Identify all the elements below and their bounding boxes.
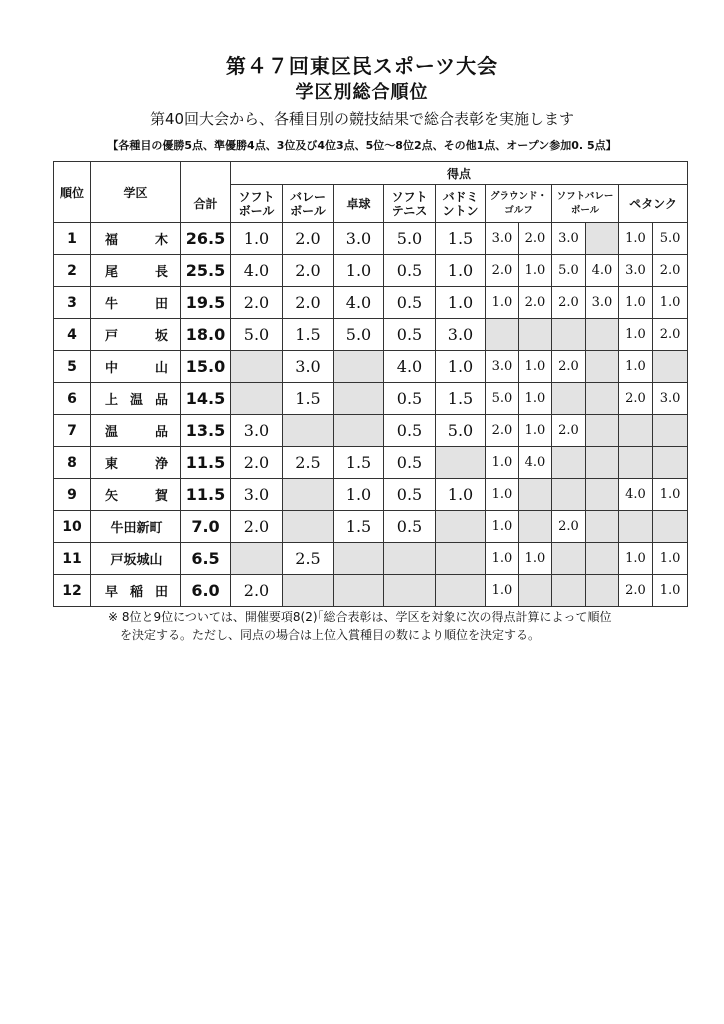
score-soft-volleyball: [586, 575, 619, 607]
score-petanque: 3.0: [619, 255, 653, 287]
score-soft-tennis: 0.5: [384, 447, 436, 479]
district-cell: [91, 575, 181, 607]
total-cell: 6.5: [181, 543, 231, 575]
score-table-tennis: [334, 351, 384, 383]
district-cell: [91, 511, 181, 543]
score-petanque: 2.0: [653, 319, 688, 351]
table-row: [54, 479, 688, 511]
score-ground-golf: 1.0: [486, 447, 519, 479]
district-char: 牛田新町: [110, 521, 163, 536]
score-soft-volleyball: [586, 223, 619, 255]
table-row: [54, 319, 688, 351]
total-cell: 14.5: [181, 383, 231, 415]
score-ground-golf: [519, 511, 552, 543]
score-volleyball: 2.5: [283, 543, 334, 575]
header-sport-softball: ソフト ボール: [231, 185, 283, 223]
table-row: [54, 223, 688, 255]
district-char: 中: [105, 361, 119, 376]
score-softball: 5.0: [231, 319, 283, 351]
table-row: [54, 255, 688, 287]
total-cell: 19.5: [181, 287, 231, 319]
score-soft-volleyball: [586, 543, 619, 575]
district-char: 尾: [105, 265, 119, 280]
header-district: 学区: [91, 162, 181, 223]
score-volleyball: [283, 575, 334, 607]
district-char: 福: [105, 233, 119, 248]
score-soft-volleyball: [586, 479, 619, 511]
district-char: 山: [154, 361, 168, 376]
score-ground-golf: 2.0: [486, 255, 519, 287]
score-petanque: 2.0: [619, 383, 653, 415]
score-volleyball: [283, 415, 334, 447]
score-petanque: [653, 447, 688, 479]
score-petanque: [619, 415, 653, 447]
score-softball: 2.0: [231, 575, 283, 607]
score-petanque: 1.0: [619, 351, 653, 383]
rank-cell: 11: [54, 543, 91, 575]
district-char: 浄: [154, 457, 168, 472]
score-ground-golf: 2.0: [519, 223, 552, 255]
header-score: 得点: [231, 162, 688, 185]
score-soft-tennis: 0.5: [384, 479, 436, 511]
score-table-tennis: [334, 383, 384, 415]
score-softball: 2.0: [231, 447, 283, 479]
page-title: 第４７回東区民スポーツ大会: [225, 54, 499, 78]
score-table-tennis: [334, 415, 384, 447]
district-char: 坂: [154, 329, 168, 344]
score-soft-volleyball: [552, 575, 586, 607]
rank-cell: 7: [54, 415, 91, 447]
score-soft-volleyball: [586, 415, 619, 447]
header-sport-table-tennis: 卓球: [334, 185, 384, 223]
district-cell: [91, 351, 181, 383]
header-total: 合計: [181, 162, 231, 223]
score-ground-golf: 1.0: [486, 511, 519, 543]
table-row: [54, 543, 688, 575]
score-table-tennis: 5.0: [334, 319, 384, 351]
score-volleyball: 2.5: [283, 447, 334, 479]
header-sport-soft-tennis: ソフト テニス: [384, 185, 436, 223]
score-softball: 4.0: [231, 255, 283, 287]
score-petanque: 1.0: [653, 287, 688, 319]
score-table-tennis: 1.5: [334, 511, 384, 543]
score-soft-volleyball: 2.0: [552, 287, 586, 319]
score-softball: 3.0: [231, 415, 283, 447]
score-petanque: [653, 511, 688, 543]
rank-cell: 12: [54, 575, 91, 607]
score-petanque: 2.0: [619, 575, 653, 607]
score-table-tennis: 3.0: [334, 223, 384, 255]
district-cell: [91, 415, 181, 447]
total-cell: 11.5: [181, 447, 231, 479]
score-ground-golf: 1.0: [519, 351, 552, 383]
score-badminton: 1.0: [436, 255, 486, 287]
score-table-tennis: [334, 575, 384, 607]
score-table-tennis: 1.0: [334, 479, 384, 511]
score-petanque: 1.0: [619, 223, 653, 255]
score-volleyball: [283, 511, 334, 543]
score-softball: 2.0: [231, 511, 283, 543]
score-soft-tennis: 4.0: [384, 351, 436, 383]
score-ground-golf: 1.0: [519, 543, 552, 575]
score-volleyball: 2.0: [283, 223, 334, 255]
score-petanque: 5.0: [653, 223, 688, 255]
score-ground-golf: 1.0: [486, 287, 519, 319]
score-volleyball: 3.0: [283, 351, 334, 383]
district-char: 長: [154, 265, 168, 280]
score-soft-tennis: 0.5: [384, 415, 436, 447]
score-soft-tennis: 0.5: [384, 255, 436, 287]
score-soft-volleyball: 3.0: [586, 287, 619, 319]
district-cell: [91, 223, 181, 255]
score-ground-golf: 3.0: [486, 223, 519, 255]
district-char: 賀: [154, 489, 168, 504]
district-cell: [91, 479, 181, 511]
score-badminton: 1.5: [436, 223, 486, 255]
score-ground-golf: 4.0: [519, 447, 552, 479]
score-badminton: 3.0: [436, 319, 486, 351]
score-ground-golf: [519, 319, 552, 351]
score-soft-volleyball: [552, 543, 586, 575]
score-badminton: 5.0: [436, 415, 486, 447]
score-soft-tennis: 0.5: [384, 511, 436, 543]
score-ground-golf: [519, 479, 552, 511]
score-softball: [231, 351, 283, 383]
score-soft-tennis: 0.5: [384, 287, 436, 319]
score-ground-golf: 1.0: [486, 543, 519, 575]
district-cell: [91, 543, 181, 575]
district-char: 矢: [105, 489, 119, 504]
score-petanque: [619, 511, 653, 543]
score-soft-volleyball: [586, 351, 619, 383]
table-row: [54, 575, 688, 607]
score-petanque: 1.0: [653, 575, 688, 607]
score-softball: 1.0: [231, 223, 283, 255]
header-sport-soft-volleyball: ソフトバレー ボール: [552, 185, 619, 223]
table-row: [54, 415, 688, 447]
score-petanque: [619, 447, 653, 479]
total-cell: 15.0: [181, 351, 231, 383]
score-badminton: 1.0: [436, 479, 486, 511]
score-soft-volleyball: 2.0: [552, 351, 586, 383]
table-row: [54, 351, 688, 383]
footnote-line-1: ※ 8位と9位については、開催要項8(2)｢総合表彰は、学区を対象に次の得点計算によって順位: [108, 610, 612, 624]
score-ground-golf: 1.0: [519, 415, 552, 447]
score-softball: [231, 383, 283, 415]
score-ground-golf: 1.0: [519, 255, 552, 287]
score-soft-volleyball: [552, 383, 586, 415]
district-char: 上: [105, 393, 119, 408]
score-badminton: [436, 543, 486, 575]
score-badminton: [436, 511, 486, 543]
score-soft-volleyball: 4.0: [586, 255, 619, 287]
score-ground-golf: [519, 575, 552, 607]
score-ground-golf: 1.0: [486, 479, 519, 511]
score-table-tennis: 1.5: [334, 447, 384, 479]
score-petanque: 1.0: [619, 287, 653, 319]
score-ground-golf: 2.0: [519, 287, 552, 319]
district-char: 温: [129, 393, 143, 408]
score-badminton: 1.0: [436, 287, 486, 319]
rank-cell: 10: [54, 511, 91, 543]
district-char: 牛: [105, 297, 119, 312]
scoring-rule: 【各種目の優勝5点、準優勝4点、3位及び4位3点、5位～8位2点、その他1点、オープン参加0. 5点】: [107, 139, 617, 152]
score-soft-volleyball: 2.0: [552, 511, 586, 543]
district-char: 品: [154, 393, 168, 408]
rank-cell: 2: [54, 255, 91, 287]
footnote: [108, 608, 668, 644]
score-petanque: 2.0: [653, 255, 688, 287]
district-char: 木: [154, 233, 168, 248]
district-char: 早: [105, 585, 119, 600]
total-cell: 11.5: [181, 479, 231, 511]
score-soft-volleyball: 2.0: [552, 415, 586, 447]
score-petanque: 1.0: [653, 479, 688, 511]
header-sport-volleyball: バレー ボール: [283, 185, 334, 223]
page-subtitle: 第40回大会から、各種目別の競技結果で総合表彰を実施します: [149, 110, 575, 128]
score-volleyball: 1.5: [283, 383, 334, 415]
district-char: 稲: [129, 585, 143, 600]
score-ground-golf: 1.0: [486, 575, 519, 607]
score-soft-volleyball: [586, 511, 619, 543]
score-ground-golf: 2.0: [486, 415, 519, 447]
score-volleyball: 2.0: [283, 255, 334, 287]
district-char: 温: [105, 425, 119, 440]
total-cell: 18.0: [181, 319, 231, 351]
score-petanque: 1.0: [619, 319, 653, 351]
district-char: 田: [154, 585, 168, 600]
score-table-tennis: [334, 543, 384, 575]
score-table-tennis: 1.0: [334, 255, 384, 287]
total-cell: 25.5: [181, 255, 231, 287]
score-soft-tennis: [384, 575, 436, 607]
rank-cell: 4: [54, 319, 91, 351]
district-char: 戸坂城山: [110, 553, 163, 568]
rank-cell: 9: [54, 479, 91, 511]
table-row: [54, 287, 688, 319]
score-soft-tennis: 0.5: [384, 319, 436, 351]
score-badminton: [436, 575, 486, 607]
table-row: [54, 447, 688, 479]
rank-cell: 3: [54, 287, 91, 319]
score-ground-golf: [486, 319, 519, 351]
score-badminton: 1.0: [436, 351, 486, 383]
score-volleyball: 1.5: [283, 319, 334, 351]
district-cell: [91, 319, 181, 351]
total-cell: 13.5: [181, 415, 231, 447]
table-row: [54, 511, 688, 543]
score-soft-tennis: 0.5: [384, 383, 436, 415]
results-table: [53, 161, 688, 607]
footnote-line-2: を決定する。ただし、同点の場合は上位入賞種目の数により順位を決定する。: [108, 628, 541, 642]
score-ground-golf: 3.0: [486, 351, 519, 383]
total-cell: 7.0: [181, 511, 231, 543]
score-volleyball: [283, 479, 334, 511]
header-sport-badminton: バドミ ントン: [436, 185, 486, 223]
score-soft-volleyball: [552, 319, 586, 351]
score-petanque: 1.0: [619, 543, 653, 575]
score-soft-tennis: 5.0: [384, 223, 436, 255]
total-cell: 26.5: [181, 223, 231, 255]
score-badminton: [436, 447, 486, 479]
score-softball: 2.0: [231, 287, 283, 319]
district-cell: [91, 255, 181, 287]
score-soft-volleyball: [586, 383, 619, 415]
district-char: 田: [154, 297, 168, 312]
district-char: 東: [105, 457, 119, 472]
page-subtitle-main: 学区別総合順位: [295, 82, 429, 103]
district-cell: [91, 287, 181, 319]
district-cell: [91, 383, 181, 415]
score-softball: [231, 543, 283, 575]
score-soft-volleyball: [586, 447, 619, 479]
score-petanque: 4.0: [619, 479, 653, 511]
rank-cell: 6: [54, 383, 91, 415]
score-soft-volleyball: 3.0: [552, 223, 586, 255]
score-soft-volleyball: 5.0: [552, 255, 586, 287]
score-petanque: 1.0: [653, 543, 688, 575]
score-petanque: [653, 415, 688, 447]
score-petanque: [653, 351, 688, 383]
district-cell: [91, 447, 181, 479]
score-soft-volleyball: [586, 319, 619, 351]
total-cell: 6.0: [181, 575, 231, 607]
score-softball: 3.0: [231, 479, 283, 511]
rank-cell: 1: [54, 223, 91, 255]
score-soft-volleyball: [552, 479, 586, 511]
score-badminton: 1.5: [436, 383, 486, 415]
district-char: 戸: [105, 329, 119, 344]
table-row: [54, 383, 688, 415]
header-rank: 順位: [54, 162, 91, 223]
score-ground-golf: 5.0: [486, 383, 519, 415]
score-soft-volleyball: [552, 447, 586, 479]
score-soft-tennis: [384, 543, 436, 575]
score-ground-golf: 1.0: [519, 383, 552, 415]
score-volleyball: 2.0: [283, 287, 334, 319]
header-sport-ground-golf: グラウンド・ ゴルフ: [486, 185, 552, 223]
district-char: 品: [154, 425, 168, 440]
rank-cell: 8: [54, 447, 91, 479]
header-sport-petanque: ペタンク: [619, 185, 688, 223]
score-petanque: 3.0: [653, 383, 688, 415]
score-table-tennis: 4.0: [334, 287, 384, 319]
rank-cell: 5: [54, 351, 91, 383]
